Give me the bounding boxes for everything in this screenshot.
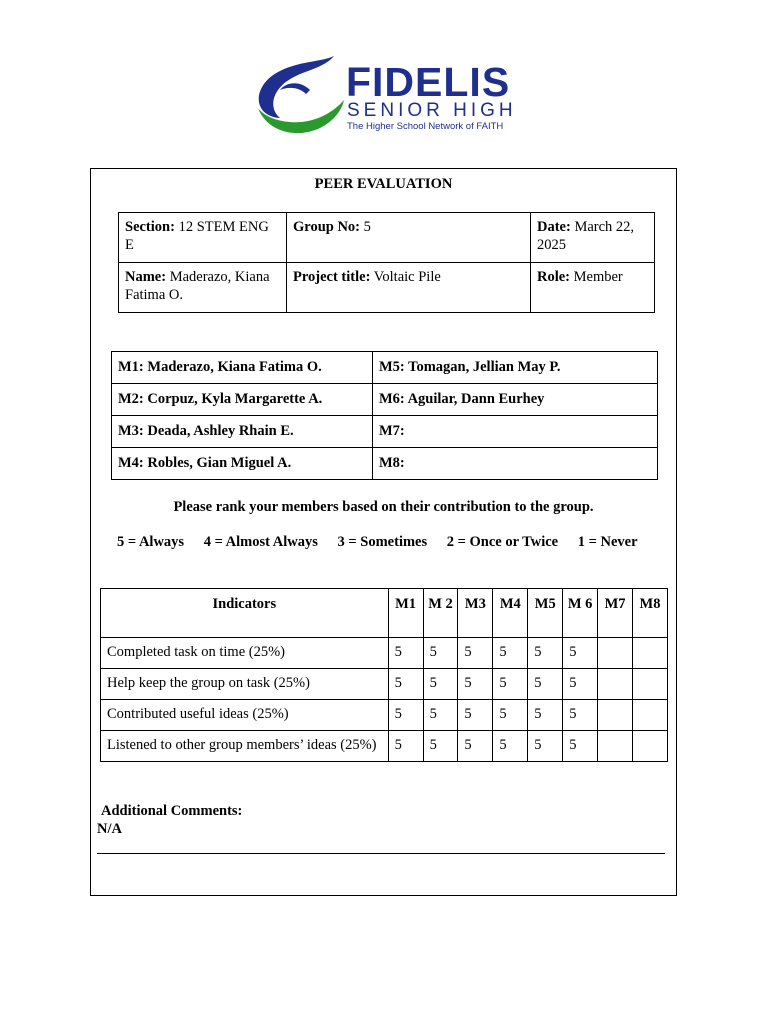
scale-item: 1 = Never	[577, 534, 638, 550]
indicator-label: Help keep the group on task (25%)	[101, 669, 389, 700]
score-cell: 5	[458, 731, 493, 762]
indicator-label: Contributed useful ideas (25%)	[101, 700, 389, 731]
score-cell: 5	[528, 669, 563, 700]
member-cell: M7:	[373, 416, 658, 448]
scale-item: 3 = Sometimes	[337, 534, 428, 550]
score-cell	[598, 700, 633, 731]
evaluation-header-row	[101, 589, 668, 638]
section-value: 12 STEM ENG E	[125, 219, 269, 253]
score-cell: 5	[493, 700, 528, 731]
logo-brand-text: FIDELIS	[346, 59, 511, 105]
group-cell	[287, 213, 531, 263]
score-cell: 5	[423, 638, 458, 669]
indicator-label: Listened to other group members’ ideas (25%)	[101, 731, 389, 762]
role-label: Role:	[537, 269, 571, 285]
score-cell: 5	[388, 731, 423, 762]
date-label: Date:	[537, 219, 571, 235]
form-title: PEER EVALUATION	[314, 176, 453, 192]
score-cell: 5	[458, 638, 493, 669]
score-cell: 5	[388, 700, 423, 731]
member-cell: M2: Corpuz, Kyla Margarette A.	[112, 384, 373, 416]
date-cell	[531, 213, 655, 263]
evaluation-row	[101, 700, 668, 731]
project-value: Voltaic Pile	[373, 269, 441, 285]
members-table	[111, 351, 658, 480]
name-label: Name:	[125, 269, 167, 285]
member-cell: M4: Robles, Gian Miguel A.	[112, 448, 373, 480]
score-cell: 5	[388, 669, 423, 700]
score-cell: 5	[458, 700, 493, 731]
members-row	[112, 448, 658, 480]
instruction-text: Please rank your members based on their contribution to the group.	[173, 499, 594, 515]
header-m4: M4	[493, 589, 528, 638]
header-m2: M 2	[423, 589, 458, 638]
member-cell: M3: Deada, Ashley Rhain E.	[112, 416, 373, 448]
evaluation-row	[101, 731, 668, 762]
evaluation-table	[100, 588, 668, 762]
scale-item: 2 = Once or Twice	[446, 534, 559, 550]
score-cell: 5	[528, 731, 563, 762]
role-cell	[531, 263, 655, 313]
members-row	[112, 384, 658, 416]
score-cell: 5	[458, 669, 493, 700]
scale-item: 5 = Always	[117, 534, 185, 550]
score-cell	[598, 638, 633, 669]
logo-tagline: The Higher School Network of FAITH	[347, 121, 504, 132]
name-value: Maderazo, Kiana Fatima O.	[125, 269, 270, 303]
score-cell	[633, 638, 668, 669]
score-cell: 5	[528, 638, 563, 669]
score-cell	[598, 731, 633, 762]
logo-subtitle: SENIOR HIGH	[347, 100, 517, 121]
comments-value: N/A	[97, 821, 122, 837]
score-cell: 5	[528, 700, 563, 731]
project-cell	[287, 263, 531, 313]
header-m3: M3	[458, 589, 493, 638]
header-m1: M1	[388, 589, 423, 638]
indicator-label: Completed task on time (25%)	[101, 638, 389, 669]
info-table	[118, 212, 655, 313]
section-cell	[119, 213, 287, 263]
score-cell: 5	[563, 669, 598, 700]
evaluation-row	[101, 669, 668, 700]
name-cell	[119, 263, 287, 313]
score-cell	[633, 669, 668, 700]
header-indicators: Indicators	[101, 589, 389, 638]
member-cell: M5: Tomagan, Jellian May P.	[373, 352, 658, 384]
score-cell	[633, 731, 668, 762]
section-label: Section:	[125, 219, 175, 235]
member-cell: M8:	[373, 448, 658, 480]
role-value: Member	[573, 269, 623, 285]
rating-scale	[117, 534, 638, 551]
members-row	[112, 416, 658, 448]
evaluation-row	[101, 638, 668, 669]
score-cell	[598, 669, 633, 700]
score-cell: 5	[563, 638, 598, 669]
score-cell: 5	[423, 700, 458, 731]
score-cell: 5	[563, 731, 598, 762]
score-cell: 5	[563, 700, 598, 731]
member-cell: M6: Aguilar, Dann Eurhey	[373, 384, 658, 416]
project-label: Project title:	[293, 269, 371, 285]
header-m5: M5	[528, 589, 563, 638]
score-cell: 5	[423, 731, 458, 762]
comments-label: Additional Comments:	[101, 803, 243, 819]
score-cell: 5	[493, 669, 528, 700]
date-value: March 22, 2025	[537, 219, 635, 253]
fidelis-emblem-icon	[250, 48, 346, 140]
group-label: Group No:	[293, 219, 361, 235]
comments-underline	[97, 853, 665, 854]
score-cell: 5	[493, 731, 528, 762]
school-logo	[250, 48, 520, 140]
score-cell: 5	[388, 638, 423, 669]
score-cell: 5	[493, 638, 528, 669]
member-cell: M1: Maderazo, Kiana Fatima O.	[112, 352, 373, 384]
scale-item: 4 = Almost Always	[203, 534, 318, 550]
header-m8: M8	[633, 589, 668, 638]
score-cell	[633, 700, 668, 731]
header-m7: M7	[598, 589, 633, 638]
members-row	[112, 352, 658, 384]
score-cell: 5	[423, 669, 458, 700]
header-m6: M 6	[563, 589, 598, 638]
group-value: 5	[363, 219, 371, 235]
